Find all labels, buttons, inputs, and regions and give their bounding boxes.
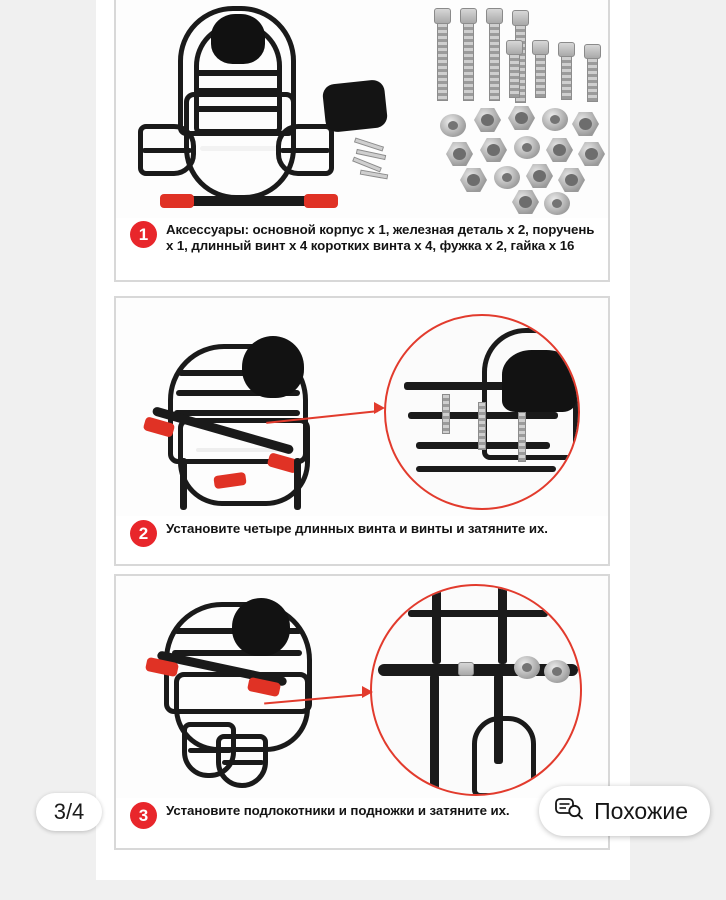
page-counter: 3/4 xyxy=(36,793,102,831)
page-margin-left xyxy=(0,0,96,900)
instruction-sheet xyxy=(96,0,630,880)
instruction-panel-2 xyxy=(114,296,610,566)
step-3-badge: 3 xyxy=(130,802,157,829)
zoom-detail-circle-step3 xyxy=(370,584,582,796)
step-1-badge: 1 xyxy=(130,221,157,248)
similar-button[interactable] xyxy=(539,786,710,836)
step-1-text: Аксессуары: основной корпус x 1, железная деталь x 2, поручень x 1, длинный винт x 4 коротких винта x 4, фужка x 2, гайка x 16 xyxy=(166,222,595,253)
step-2-text: Установите четыре длинных винта и винты и затяните их. xyxy=(166,521,548,536)
instruction-panel-3 xyxy=(114,574,610,850)
parts-layout-illustration xyxy=(116,0,608,218)
step-3-caption xyxy=(130,802,596,829)
page-bottom-strip xyxy=(0,880,726,900)
similar-search-icon xyxy=(555,796,583,826)
step-1-caption xyxy=(130,221,596,253)
install-long-screws-illustration xyxy=(116,298,608,516)
page-margin-right xyxy=(630,0,726,900)
step-2-badge: 2 xyxy=(130,520,157,547)
zoom-detail-circle-step2 xyxy=(384,314,580,510)
step-3-text: Установите подлокотники и подножки и затяните их. xyxy=(166,803,510,818)
instruction-panel-1 xyxy=(114,0,610,282)
similar-button-label: Похожие xyxy=(594,797,688,824)
install-armrests-footrests-illustration xyxy=(116,576,608,798)
step-2-caption xyxy=(130,520,596,547)
